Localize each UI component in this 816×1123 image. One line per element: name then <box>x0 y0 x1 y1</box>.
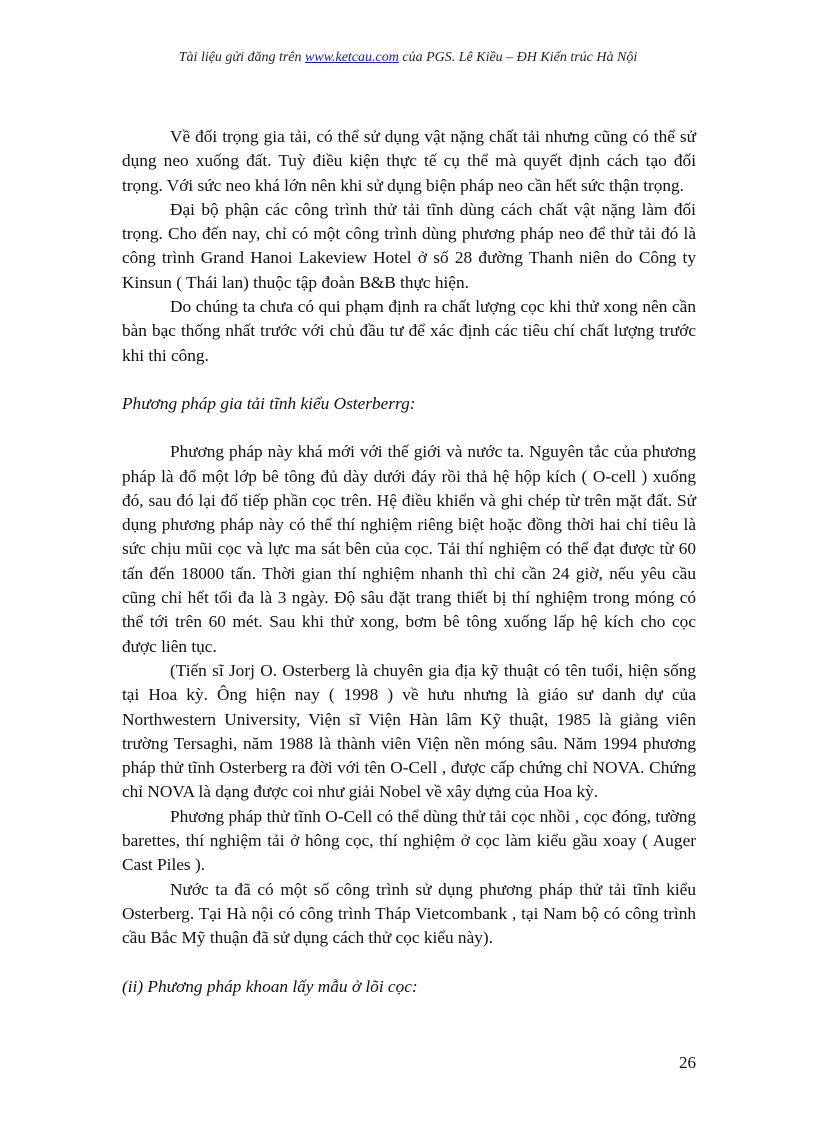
paragraph: (Tiến sĩ Jorj O. Osterberg là chuyên gia địa kỹ thuật có tên tuổi, hiện sống tại Hoa kỳ. Ông hiện nay ( 1998 ) về hưu nhưng là giáo sư danh dự của Northwestern University, Viện sĩ Viện Hàn lâm Kỹ thuật, 1985 là giảng viên trường Tersaghi, năm 1988 là thành viên Viện nền móng sâu. Năm 1994 phương pháp thử tĩnh Osterberg ra đời với tên O-Cell , được cấp chứng chỉ NOVA. Chứng chỉ NOVA là dạng được coi như giải Nobel về xây dựng của Hoa kỳ. <box>122 660 696 802</box>
page-number: 26 <box>679 1053 696 1072</box>
paragraph: Phương pháp này khá mới với thế giới và nước ta. Nguyên tắc của phương pháp là đổ một lớp bê tông đủ dày dưới đáy rồi thả hệ hộp kích ( O-cell ) xuống đó, sau đó lại đổ tiếp phần cọc trên. Hệ điều khiển và ghi chép từ trên mặt đất. Sử dụng phương pháp này có thể thí nghiệm riêng biệt hoặc đồng thời hai chỉ tiêu là sức chịu mũi cọc và lực ma sát bên của cọc. Tải thí nghiệm có thể đạt được từ 60 tấn đến 18000 tấn. Thời gian thí nghiệm nhanh thì chỉ cần 24 giờ, nếu yêu cầu cũng chỉ hết tối đa là 3 ngày. Độ sâu đặt trang thiết bị thí nghiệm trong móng có thể tới trên 60 mét. Sau khi thử xong, bơm bê tông xuống lấp hệ kích cho cọc được liên tục. <box>122 442 696 656</box>
document-body <box>122 125 696 999</box>
paragraph: Nước ta đã có một số công trình sử dụng phương pháp thử tải tĩnh kiểu Osterberg. Tại Hà nội có công trình Tháp Vietcombank , tại Nam bộ có công trình cầu Bắc Mỹ thuận đã sử dụng cách thử cọc kiểu này). <box>122 879 696 948</box>
paragraph: Do chúng ta chưa có qui phạm định ra chất lượng cọc khi thử xong nên cần bàn bạc thống nhất trước với chủ đầu tư để xác định các tiêu chí chất lượng trước khi thi công. <box>122 297 696 365</box>
section-heading: (ii) Phương pháp khoan lấy mẫu ở lõi cọc: <box>122 976 418 996</box>
paragraph: Phương pháp thử tĩnh O-Cell có thể dùng thử tải cọc nhồi , cọc đóng, tường barettes, thí nghiệm tải ở hông cọc, thí nghiệm ở cọc làm kiểu gầu xoay ( Auger Cast Piles ). <box>122 806 696 875</box>
header-suffix: của PGS. Lê Kiều – ĐH Kiến trúc Hà Nội <box>398 50 638 65</box>
page-header <box>0 50 816 66</box>
header-prefix: Tài liệu gửi đăng trên <box>178 50 306 65</box>
header-link[interactable]: www.ketcau.com <box>305 50 399 65</box>
section-heading: Phương pháp gia tải tĩnh kiểu Osterberrg: <box>122 393 416 413</box>
paragraph: Đại bộ phận các công trình thử tải tĩnh dùng cách chất vật nặng làm đối trọng. Cho đến nay, chỉ có một công trình dùng phương pháp neo để thử tải đó là công trình Grand Hanoi Lakeview Hotel ở số 28 đường Thanh niên do Công ty Kinsun ( Thái lan) thuộc tập đoàn B&B thực hiện. <box>122 199 696 292</box>
paragraph: Về đối trọng gia tải, có thể sử dụng vật nặng chất tải nhưng cũng có thể sử dụng neo xuống đất. Tuỳ điều kiện thực tế cụ thể mà quyết định cách tạo đối trọng. Với sức neo khá lớn nên khi sử dụng biện pháp neo cần hết sức thận trọng. <box>122 127 696 195</box>
